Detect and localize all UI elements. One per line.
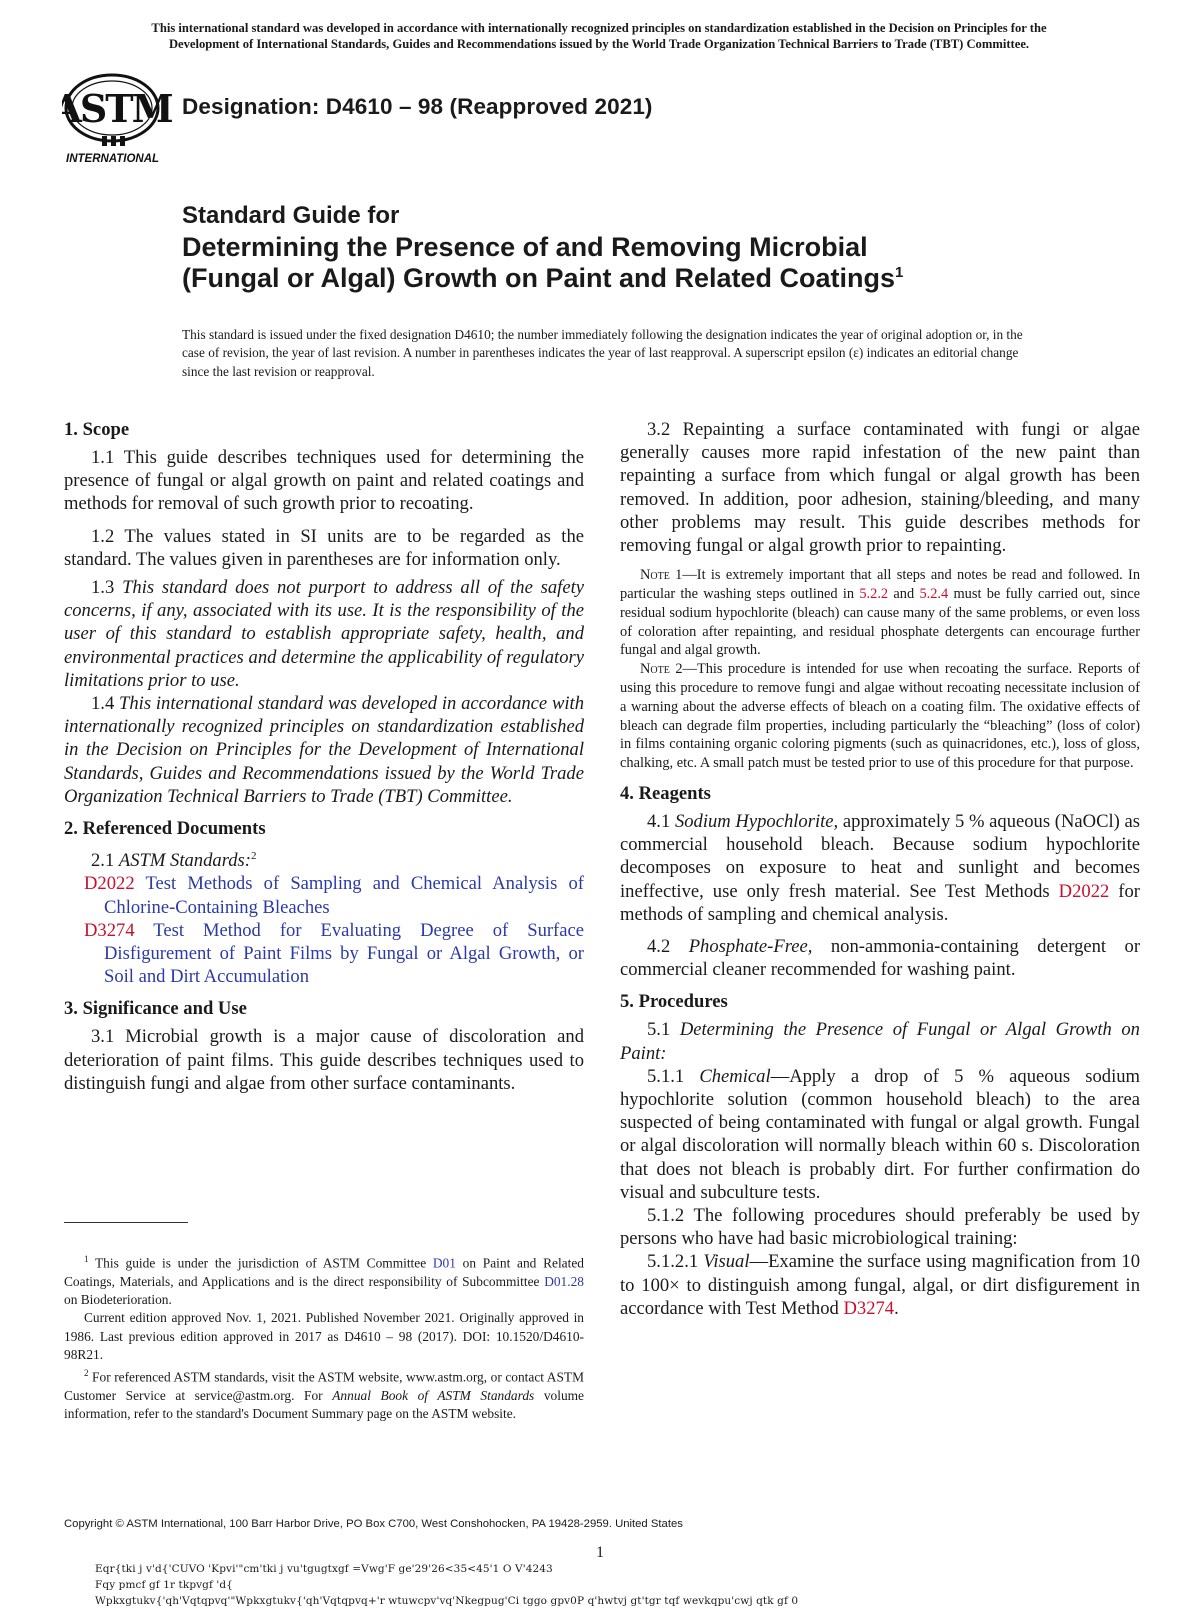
reference-d3274[interactable] bbox=[84, 919, 584, 989]
download-info-line-1: Eqr{tki j v'd{'CUVO 'Kpvi'"cm'tki j vu'tgugtxgf =Vwg'F ge'29'26<35<45'1 O V'4243 bbox=[95, 1563, 553, 1575]
para-5-1-1-text: —Apply a drop of 5 % aqueous sodium hypochlorite solution (common household bleach) to the area suspected of being contaminated with fungal or algal growth. Fungal or algal discoloration will normally bleach within 60 s. Discoloration that does not bleach is probably dirt. For further confirmation do visual and subculture tests. bbox=[620, 1065, 1140, 1203]
section-3-heading: 3. Significance and Use bbox=[64, 998, 247, 1020]
reference-d3274-title[interactable]: Test Method for Evaluating Degree of Surface Disfigurement of Paint Films by Fungal or Algal Growth, or Soil and Dirt Accumulation bbox=[104, 919, 585, 988]
para-5-1-2-1-text-a: —Examine the surface using magnification from 10 to 100× to distinguish among fungal, algal, or dirt disfigurement in accordance with Test Method bbox=[620, 1251, 1140, 1319]
para-1-4-text: This international standard was developed in accordance with internationally recognized principles on standardization established in the Decision on Principles for the Development of International Standards, Guides and Recommendations issued by the World Trade Organization Technical Barriers to Trade (TBT) Committee. bbox=[64, 693, 584, 807]
note-1-and: and bbox=[893, 586, 915, 603]
document-title bbox=[182, 200, 1162, 295]
section-4-heading: 4. Reagents bbox=[620, 782, 711, 804]
para-4-1-number: 4.1 bbox=[647, 810, 671, 832]
para-1-4 bbox=[64, 692, 584, 808]
para-5-1-1-number: 5.1.1 bbox=[647, 1065, 685, 1087]
footnote-2 bbox=[64, 1364, 584, 1423]
footnote-1-text-c: on Biodeterioration. bbox=[64, 1292, 172, 1308]
title-line-3 bbox=[182, 263, 1162, 295]
para-4-1-text-a: approximately 5 % aqueous (NaOCl) as commercial household bleach. Because sodium hypochlorite decomposes on exposure to heat and sunlight and becomes ineffective, use only fresh material. See Test Methods bbox=[620, 810, 1141, 902]
para-4-1 bbox=[620, 810, 1140, 926]
note-1 bbox=[620, 566, 1140, 660]
link-5-2-2[interactable]: 5.2.2 bbox=[859, 586, 889, 603]
para-1-3-number: 1.3 bbox=[91, 577, 115, 599]
footnote-2-text-a: For referenced ASTM standards, visit the ASTM website, www.astm.org, or contact ASTM Customer Service at service@astm.org. For bbox=[64, 1369, 584, 1404]
logo-international-text: INTERNATIONAL bbox=[66, 153, 160, 165]
reference-d2022-title[interactable]: Test Methods of Sampling and Chemical Analysis of Chlorine-Containing Bleaches bbox=[104, 873, 584, 918]
download-info-line-2: Fqy pmcf gf 1r tkpvgf 'd{ bbox=[95, 1579, 234, 1591]
top-notice-line-1: This international standard was developed in accordance with internationally recognized principles on standardization established in the Decision on Principles for the bbox=[151, 21, 1047, 35]
note-2-text: —This procedure is intended for use when recoating the surface. Reports of using this procedure to remove fungi and algae without recoating necessitate inclusion of a warning about the adverse effects of bleach on a coating film. The oxidative effects of bleach can degrade film properties, including particularly the “bleaching” (loss of color) in films containing organic coloring pigments (such as quinacridones, etc.), loss of gloss, chalking, etc. A small patch must be tested prior to use of this procedure for that purpose. bbox=[620, 661, 1141, 772]
para-2-1-sup: 2 bbox=[250, 850, 257, 863]
download-info-line-3: Wpkxgtukv{'qh'Vqtqpvq'"Wpkxgtukv{'qh'Vqtqpvq+'r wtuwcpv'vq'Nkegpug'Ci tggo gpv0P q'hwtvj gt'tgr tqf wevkqpu'cwj qtk gf 0 bbox=[95, 1595, 799, 1607]
para-5-1 bbox=[620, 1018, 1140, 1064]
para-5-1-1 bbox=[620, 1065, 1140, 1204]
para-1-2: 1.2 The values stated in SI units are to be regarded as the standard. The values given in parentheses are for information only. bbox=[64, 525, 584, 570]
para-5-1-2: 5.1.2 The following procedures should preferably be used by persons who have had basic microbiological training: bbox=[620, 1205, 1140, 1250]
para-4-2 bbox=[620, 935, 1140, 981]
reference-d2022[interactable] bbox=[84, 872, 584, 918]
para-1-4-number: 1.4 bbox=[91, 693, 115, 715]
left-column bbox=[64, 418, 584, 1095]
section-5-heading: 5. Procedures bbox=[620, 991, 728, 1013]
para-5-1-italic: Determining the Presence of Fungal or Algal Growth on Paint: bbox=[620, 1019, 1140, 1064]
para-4-1-text-b: for methods of sampling and chemical analysis. bbox=[620, 880, 1140, 925]
note-1-text-a: —It is extremely important that all steps and notes be read and followed. In particular the washing steps outlined in bbox=[620, 567, 1141, 603]
para-5-1-2-1-italic: Visual bbox=[703, 1251, 750, 1273]
top-notice-line-2: Development of International Standards, Guides and Recommendations issued by the World Trade Organization Technical Barriers to Trade (TBT) Committee. bbox=[168, 37, 1030, 51]
astm-logo bbox=[62, 70, 172, 168]
section-2-heading: 2. Referenced Documents bbox=[64, 818, 266, 840]
title-line-3-text: (Fungal or Algal) Growth on Paint and Related Coatings bbox=[182, 263, 896, 293]
para-5-1-number: 5.1 bbox=[647, 1019, 671, 1041]
footnote-1-text-b: on Paint and Related Coatings, Materials, and Applications and is the direct responsibility of Subcommittee bbox=[64, 1255, 584, 1289]
para-4-2-number: 4.2 bbox=[647, 936, 671, 957]
para-3-2: 3.2 Repainting a surface contaminated with fungi or algae generally causes more rapid infestation of the new paint than repainting a surface from which fungal or algal growth has been removed. In addition, poor adhesion, staining/bleeding, and many other problems may result. This guide describes methods for removing fungal or algal growth prior to repainting. bbox=[620, 419, 1140, 557]
footnote-2-mark: 2 bbox=[84, 1368, 89, 1379]
note-2-label: Note 2 bbox=[640, 661, 683, 678]
designation: Designation: D4610 – 98 (Reapproved 2021) bbox=[182, 94, 653, 119]
page-number: 1 bbox=[596, 1544, 604, 1561]
section-1-heading: 1. Scope bbox=[64, 419, 130, 440]
footnote-divider bbox=[64, 1222, 188, 1223]
para-2-1 bbox=[64, 845, 584, 872]
para-2-1-number: 2.1 bbox=[91, 850, 115, 872]
footnote-2-text-b: volume information, refer to the standard's Document Summary page on the ASTM website. bbox=[64, 1388, 584, 1422]
footnote-1-text-a: This guide is under the jurisdiction of ASTM Committee bbox=[94, 1255, 427, 1271]
para-1-3-text: This standard does not purport to address all of the safety concerns, if any, associated with its use. It is the responsibility of the user of this standard to establish appropriate safety, health, and environmental practices and determine the applicability of regulatory limitations prior to use. bbox=[64, 577, 584, 691]
astm-logo-icon bbox=[62, 70, 172, 168]
top-notice bbox=[56, 20, 1142, 52]
para-3-1: 3.1 Microbial growth is a major cause of discoloration and deterioration of paint films. This guide describes techniques used to distinguish fungi and algae from other surface contaminants. bbox=[64, 1026, 584, 1094]
footnotes bbox=[64, 1250, 584, 1424]
download-info bbox=[95, 1561, 798, 1609]
note-1-text-b: must be fully carried out, since residual sodium hypochlorite (bleach) can cause many of the same problems, or even loss of coloration after repainting, and residual phosphate detergents can encourage further fungal and algal growth. bbox=[620, 586, 1140, 659]
link-d2022[interactable]: D2022 bbox=[1058, 880, 1110, 902]
para-4-2-text: non-ammonia-containing detergent or commercial cleaner recommended for washing paint. bbox=[620, 936, 1141, 981]
title-footnote-mark: 1 bbox=[895, 264, 904, 281]
para-5-1-1-italic: Chemical bbox=[699, 1065, 771, 1087]
footnote-1-mark: 1 bbox=[84, 1254, 89, 1264]
link-d01[interactable]: D01 bbox=[432, 1255, 456, 1271]
copyright-line: Copyright © ASTM International, 100 Barr Harbor Drive, PO Box C700, West Conshohocken, PA 19428-2959. United States bbox=[64, 1518, 683, 1530]
title-line-1: Standard Guide for bbox=[182, 202, 400, 229]
footnote-edition: Current edition approved Nov. 1, 2021. Published November 2021. Originally approved in 1986. Last previous edition approved in 2017 as D4610 – 98 (2017). DOI: 10.1520/D4610-98R21. bbox=[64, 1310, 584, 1362]
issued-note: This standard is issued under the fixed designation D4610; the number immediately following the designation indicates the year of original adoption or, in the case of revision, the year of last revision. A number in parentheses indicates the year of last reapproval. A superscript epsilon (ε) indicates an editorial change since the last revision or reapproval. bbox=[182, 327, 1023, 379]
reference-d3274-code[interactable]: D3274 bbox=[84, 919, 135, 941]
para-1-3 bbox=[64, 576, 584, 692]
logo-letters: ASTM bbox=[62, 86, 172, 131]
para-5-1-2-1-number: 5.1.2.1 bbox=[647, 1251, 699, 1273]
right-column bbox=[620, 418, 1140, 1320]
para-5-1-2-1-text-b: . bbox=[894, 1297, 899, 1319]
title-line-2: Determining the Presence of and Removing Microbial bbox=[182, 231, 868, 262]
footnote-1 bbox=[64, 1250, 584, 1309]
note-1-label: Note 1 bbox=[640, 567, 683, 584]
link-d01-28[interactable]: D01.28 bbox=[544, 1273, 584, 1289]
para-4-1-italic: Sodium Hypochlorite, bbox=[674, 810, 839, 832]
note-2 bbox=[620, 660, 1140, 773]
para-2-1-text: ASTM Standards: bbox=[118, 850, 251, 872]
link-5-2-4[interactable]: 5.2.4 bbox=[919, 586, 949, 603]
para-5-1-2-1 bbox=[620, 1250, 1140, 1320]
footnote-2-italic: Annual Book of ASTM Standards bbox=[332, 1388, 535, 1404]
para-1-1: 1.1 This guide describes techniques used for determining the presence of fungal or algal growth on paint and related coatings and methods for removal of such growth prior to recoating. bbox=[64, 447, 584, 515]
link-d3274[interactable]: D3274 bbox=[843, 1297, 895, 1319]
para-4-2-italic: Phosphate-Free, bbox=[688, 936, 813, 957]
reference-d2022-code[interactable]: D2022 bbox=[84, 873, 135, 895]
